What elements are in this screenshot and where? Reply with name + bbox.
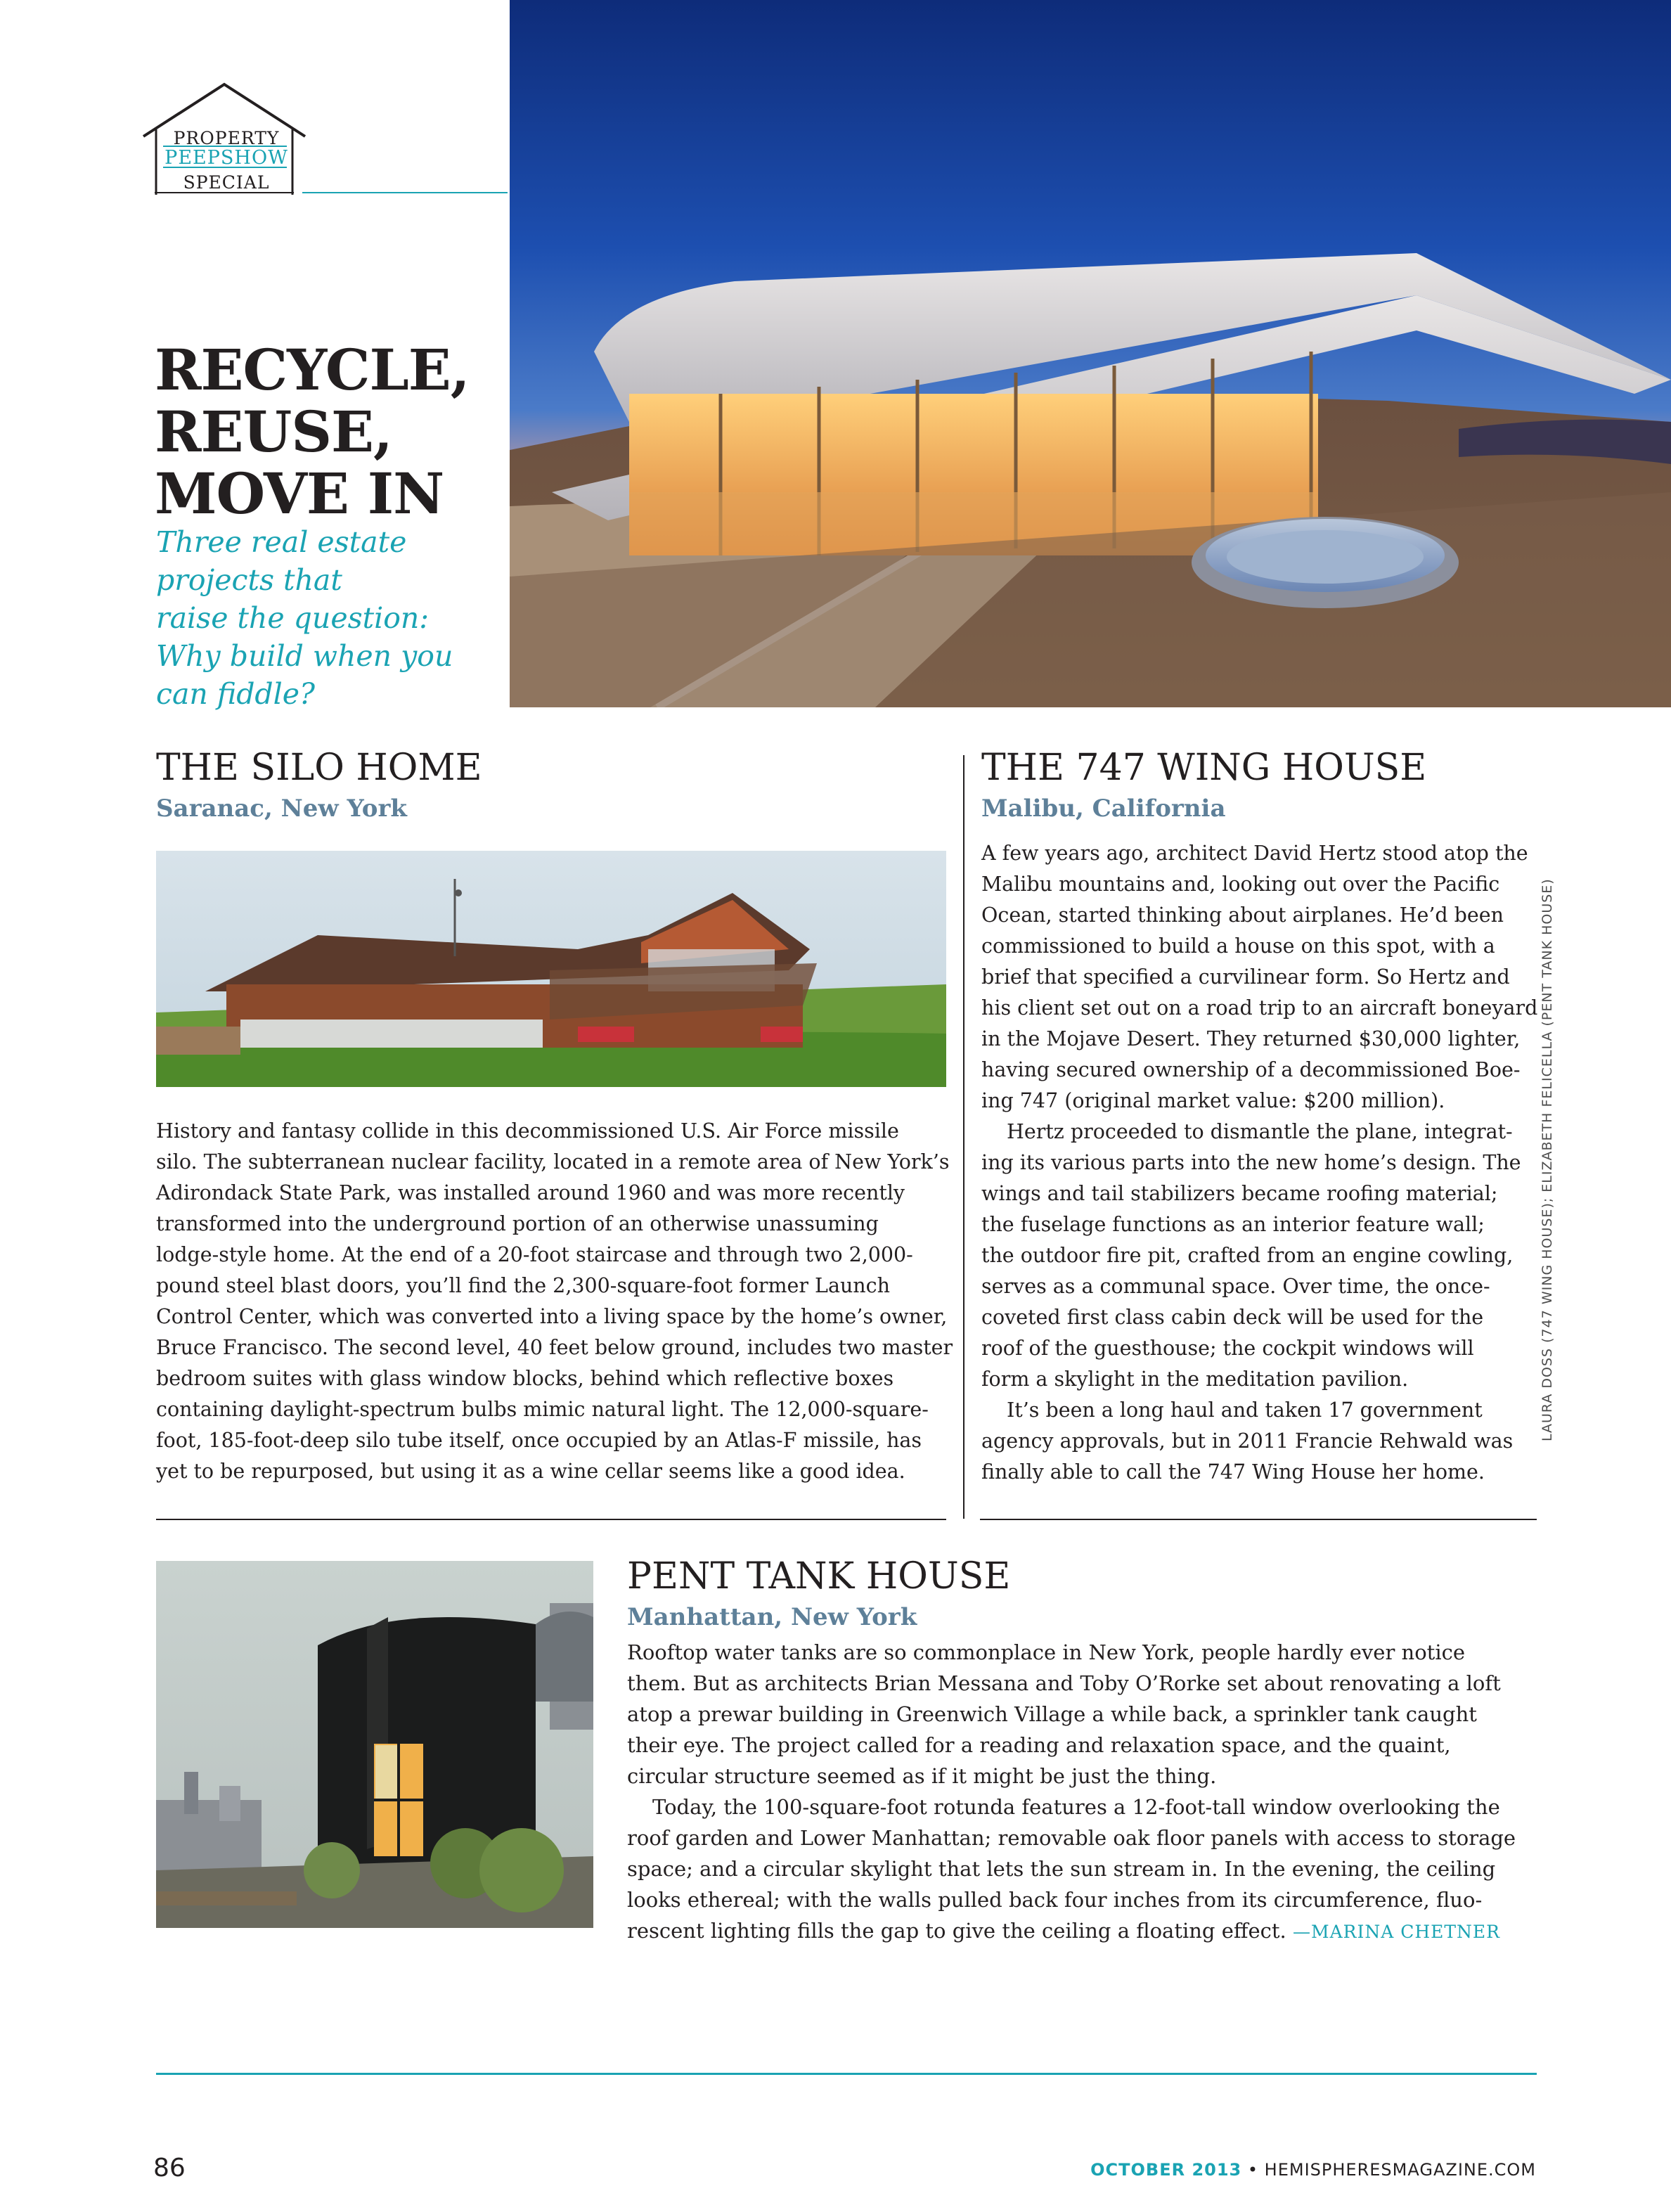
badge-line-special: SPECIAL: [183, 172, 270, 193]
wing-line: in the Mojave Desert. They returned $30,000 lighter,: [981, 1027, 1521, 1050]
pent-line: Today, the 100-square-foot rotunda features a 12-foot-tall window overlooking the: [652, 1795, 1500, 1819]
silo-line: Control Center, which was converted into a living space by the home’s owner,: [156, 1305, 948, 1328]
page-number: 86: [153, 2154, 186, 2182]
wing-line: Malibu mountains and, looking out over the Pacific: [981, 873, 1500, 896]
pent-tank-house-photo: [156, 1561, 593, 1928]
pent-line: space; and a circular skylight that lets the sun stream in. In the evening, the ceiling: [627, 1857, 1496, 1881]
silo-line: Adirondack State Park, was installed around 1960 and was more recently: [156, 1181, 905, 1204]
photo-credit: LAURA DOSS (747 WING HOUSE); ELIZABETH FELICELLA (PENT TANK HOUSE): [1540, 878, 1555, 1441]
wing-line: form a skylight in the meditation pavilion.: [981, 1368, 1409, 1391]
issue-date: OCTOBER 2013: [1090, 2160, 1242, 2180]
pent-line: them. But as architects Brian Messana and Toby O’Rorke set about renovating a loft: [627, 1671, 1501, 1695]
wing-line: having secured ownership of a decommissioned Boe-: [981, 1058, 1521, 1081]
deck-line: can fiddle?: [156, 677, 316, 711]
headline: [155, 339, 492, 525]
badge-line-property: PROPERTY: [173, 128, 280, 148]
pent-line: atop a prewar building in Greenwich Village a while back, a sprinkler tank caught: [627, 1702, 1477, 1726]
wing-line: It’s been a long haul and taken 17 government: [1007, 1398, 1483, 1422]
badge-underline: [302, 192, 508, 193]
wing-line: brief that specified a curvilinear form. So Hertz and: [981, 965, 1510, 989]
property-peepshow-badge: [142, 79, 311, 198]
wing-house-title: THE 747 WING HOUSE: [981, 747, 1427, 789]
wing-line: the outdoor fire pit, crafted from an engine cowling,: [981, 1244, 1514, 1267]
headline-line: MOVE IN: [155, 461, 444, 527]
badge-line-peepshow: PEEPSHOW: [164, 147, 288, 169]
wing-line: his client set out on a road trip to an aircraft boneyard: [981, 996, 1538, 1020]
wing-line: roof of the guesthouse; the cockpit windows will: [981, 1337, 1474, 1360]
silo-home-body: [156, 1116, 953, 1487]
wing-line: serves as a communal space. Over time, the once-: [981, 1275, 1490, 1298]
silo-home-title: THE SILO HOME: [156, 747, 482, 789]
silo-line: foot, 185-foot-deep silo tube itself, once occupied by an Atlas-F missile, has: [156, 1429, 922, 1452]
pent-line: circular structure seemed as if it might be just the thing.: [627, 1764, 1217, 1788]
silo-line: Bruce Francisco. The second level, 40 feet below ground, includes two master: [156, 1336, 953, 1359]
wing-line: Ocean, started thinking about airplanes. He’d been: [981, 904, 1504, 927]
silo-line: yet to be repurposed, but using it as a wine cellar seems like a good idea.: [156, 1460, 905, 1483]
section-rule-right: [980, 1519, 1537, 1520]
wing-line: coveted first class cabin deck will be used for the: [981, 1306, 1484, 1329]
pent-tank-house-location: Manhattan, New York: [627, 1603, 917, 1631]
folio-separator: •: [1247, 2160, 1259, 2180]
silo-line: History and fantasy collide in this decommissioned U.S. Air Force missile: [156, 1119, 899, 1143]
wing-line: finally able to call the 747 Wing House her home.: [981, 1460, 1485, 1484]
deck-line: raise the question:: [156, 601, 430, 635]
author-byline: —MARINA CHETNER: [1292, 1922, 1500, 1942]
wing-house-photo: [510, 0, 1671, 707]
wing-line: A few years ago, architect David Hertz stood atop the: [981, 842, 1528, 865]
footer-folio: [1090, 2160, 1536, 2180]
wing-house-body: [981, 838, 1537, 1488]
wing-line: Hertz proceeded to dismantle the plane, integrat-: [1007, 1120, 1513, 1143]
pent-line: their eye. The project called for a reading and relaxation space, and the quaint,: [627, 1733, 1451, 1757]
wing-line: commissioned to build a house on this spot, with a: [981, 934, 1495, 958]
silo-line: silo. The subterranean nuclear facility, located in a remote area of New York’s: [156, 1150, 950, 1173]
silo-home-location: Saranac, New York: [156, 795, 407, 823]
wing-house-location: Malibu, California: [981, 795, 1226, 823]
silo-line: pound steel blast doors, you’ll find the 2,300-square-foot former Launch: [156, 1274, 890, 1297]
wing-line: ing its various parts into the new home’s design. The: [981, 1151, 1521, 1174]
column-divider: [963, 755, 964, 1519]
footer-rule: [156, 2073, 1537, 2075]
wing-line: agency approvals, but in 2011 Francie Rehwald was: [981, 1429, 1514, 1453]
pent-line: looks ethereal; with the walls pulled back four inches from its circumference, fluo-: [627, 1888, 1483, 1912]
pent-line: [627, 1915, 1541, 1948]
wing-line: ing 747 (original market value: $200 million).: [981, 1089, 1445, 1112]
pent-tank-house-title: PENT TANK HOUSE: [627, 1555, 1011, 1597]
pent-tank-house-body: [627, 1637, 1541, 1948]
pent-line: Rooftop water tanks are so commonplace in New York, people hardly ever notice: [627, 1640, 1466, 1664]
silo-line: transformed into the underground portion of an otherwise unassuming: [156, 1212, 879, 1235]
pent-line-text: rescent lighting fills the gap to give the ceiling a floating effect.: [627, 1919, 1286, 1943]
wing-line: wings and tail stabilizers became roofing material;: [981, 1182, 1498, 1205]
deck-subtitle: [156, 523, 486, 713]
silo-line: containing daylight-spectrum bulbs mimic natural light. The 12,000-square-: [156, 1398, 929, 1421]
silo-home-photo: [156, 851, 946, 1087]
silo-line: lodge-style home. At the end of a 20-foot staircase and through two 2,000-: [156, 1243, 913, 1266]
pent-line: roof garden and Lower Manhattan; removable oak floor panels with access to storage: [627, 1826, 1516, 1850]
deck-line: Why build when you: [156, 639, 453, 673]
silo-line: bedroom suites with glass window blocks, behind which reflective boxes: [156, 1367, 894, 1390]
deck-line: projects that: [156, 563, 342, 597]
headline-line: RECYCLE,: [155, 337, 470, 403]
headline-line: REUSE,: [155, 399, 392, 465]
wing-line: the fuselage functions as an interior feature wall;: [981, 1213, 1485, 1236]
section-rule-left: [156, 1519, 946, 1520]
magazine-website: HEMISPHERESMAGAZINE.COM: [1264, 2160, 1536, 2180]
deck-line: Three real estate: [156, 525, 407, 559]
